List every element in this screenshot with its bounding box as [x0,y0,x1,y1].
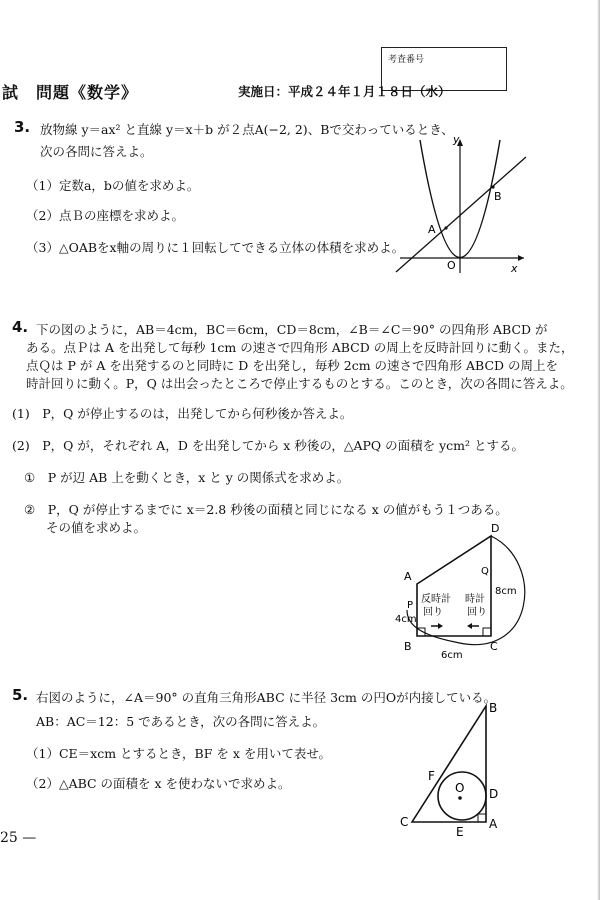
length-cd-label: 8cm [495,586,517,597]
cw-label-1: 時計 [465,594,485,605]
center-o-label: O [455,781,465,795]
q4-intro-line3: 点Ｑは P が A を出発するのと同時に D を出発し，毎秒 2cm の速さで四角形 ABCD の周上を [26,358,559,373]
exam-number-label: 考査番号 [388,55,425,65]
q5-number: 5. [12,686,29,704]
q4-sub-item-2: ② P，Q が停止するまでに x＝2.8 秒後の面積と同じになる x の値がもう１つある。 [24,502,508,517]
page-title: 試 問題《数学》 [2,83,139,102]
origin-label: O [447,259,456,272]
vertex-a-label: A [489,817,498,831]
ccw-label-2: 回り [423,607,443,618]
vertex-c-label: C [400,815,409,829]
y-axis-label: y [453,133,460,146]
cw-label-2: 回り [467,607,487,618]
q3-item-2: （2）点Ｂの座標を求めよ。 [26,208,184,223]
inscribed-circle [438,772,486,820]
q4-sub-item-1: ① P が辺 AB 上を動くとき，x と y の関係式を求めよ。 [24,470,350,485]
ccw-arrowhead-icon [438,623,443,629]
length-bc-label: 6cm [441,650,463,661]
q4-intro-line1: 下の図のように，AB＝4cm，BC＝6cm，CD＝8cm，∠B＝∠C＝90° の四角形 ABCD が [36,322,548,337]
tangent-e-label: E [456,825,464,839]
q5-intro: 右図のように，∠A＝90° の直角三角形ABC に半径 3cm の円Oが内接している。 [36,690,497,705]
exam-date: 実施日：平成２４年１月１８日（水） [238,84,451,99]
quadrilateral-abcd [417,536,491,636]
straight-line [396,157,526,272]
q3-intro-line2: 次の各問に答えよ。 [40,144,153,159]
q3-item-3: （3）△OABをx軸の周りに１回転してできる立体の体積を求めよ。 [26,240,405,255]
x-axis-label: x [511,262,518,275]
x-axis-arrow-icon [518,255,524,261]
q3-item-1: （1）定数a，bの値を求めよ。 [26,178,200,193]
q5-figure [398,698,508,848]
vertex-c-label: C [490,640,498,653]
length-ab-label: 4cm [395,614,417,625]
q4-item-1: (1) P，Q が停止するのは，出発してから何秒後か答えよ。 [12,406,353,421]
q4-intro-line2: ある。点Ｐは A を出発して毎秒 1cm の速さで四角形 ABCD の周上を反時計回りに動く。また， [26,340,574,355]
point-q-label: Q [481,566,489,577]
vertex-d-label: D [491,522,500,535]
vertex-b-label: B [404,640,412,653]
tangent-f-label: F [428,769,435,783]
q5-ratio: AB：AC＝12：5 であるとき，次の各問に答えよ。 [36,714,326,729]
point-b-label: B [494,190,502,203]
q4-number: 4. [12,318,29,336]
q4-sub-item-2-cont: その値を求めよ。 [46,520,147,535]
q3-number: 3. [14,118,31,136]
point-a-label: A [428,223,436,236]
vertex-a-label: A [404,570,412,583]
right-angle-c-mark [483,628,491,636]
tangent-d-label: D [489,787,499,801]
point-a-dot [444,226,447,229]
q3-graph [392,135,532,275]
vertex-b-label: B [489,701,498,715]
point-p-label: P [407,600,414,611]
point-b-dot [491,185,494,188]
center-o-dot [458,796,462,800]
q5-item-1: （1）CE＝xcm とするとき，BF を x を用いて表せ。 [26,746,331,761]
q4-intro-line4: 時計回りに動く。P，Q は出会ったところで停止するものとする。このとき，次の各問に答えよ。 [26,376,573,391]
q5-item-2: （2）△ABC の面積を x を使わないで求めよ。 [26,776,291,791]
ccw-label-1: 反時計 [421,594,451,605]
page-number: 25 — [0,830,37,846]
cw-arrowhead-icon [467,623,472,629]
q4-item-2: (2) P，Q が，それぞれ A，D を出発してから x 秒後の，△APQ の面積を ycm² とする。 [12,438,524,453]
right-angle-a-mark [478,814,486,822]
q3-intro-line1: 放物線 y＝ax² と直線 y＝x＋b が２点A(−2, 2)、Bで交わっているとき、 [40,122,454,137]
right-triangle-abc [412,706,486,822]
q4-figure [395,522,530,662]
